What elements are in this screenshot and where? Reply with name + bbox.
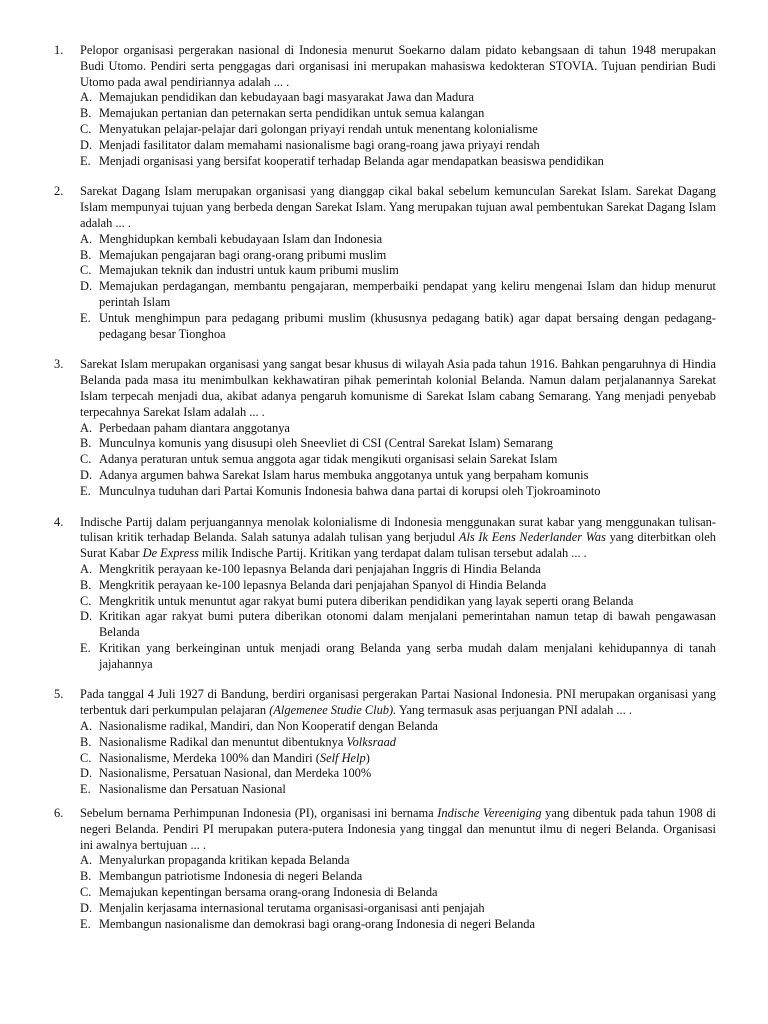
text-run: milik Indische Partij. Kritikan yang terdapat dalam tulisan tersebut adalah ... . [198, 546, 587, 561]
answer-options [80, 421, 716, 500]
text-run: yang dibentuk pada tahun 1908 di negeri Belanda. Pendiri PI merupakan putera-putera Indonesia yang tinggal dan menuntut ilmu di negeri Belanda. Organisasi ini awalnya bertujuan ... . [80, 806, 716, 852]
answer-option [80, 641, 716, 673]
text-run: Membangun patriotisme Indonesia di negeri Belanda [99, 869, 363, 884]
option-letter: C. [80, 263, 92, 278]
text-run: Memajukan pengajaran bagi orang-orang pribumi muslim [99, 247, 387, 262]
text-run: Memajukan teknik dan industri untuk kaum pribumi muslim [99, 263, 399, 278]
text-run: Menjadi organisasi yang bersifat kooperatif terhadap Belanda agar mendapatkan beasiswa pendidikan [99, 153, 604, 168]
option-letter: E. [80, 310, 91, 325]
option-letter: B. [80, 577, 92, 592]
answer-option [80, 421, 716, 437]
text-run: Munculnya tuduhan dari Partai Komunis Indonesia bahwa dana partai di korupsi oleh Tjokroaminoto [99, 483, 601, 498]
answer-options [80, 232, 716, 343]
question-3 [54, 357, 716, 499]
option-letter: D. [80, 609, 93, 624]
question-number: 1. [54, 43, 64, 57]
text-run: Pada tanggal 4 Juli 1927 di Bandung, berdiri organisasi pergerakan Partai Nasional Indonesia. PNI merupakan organisasi yang terbentuk dari perkumpulan pelajaran [80, 687, 716, 718]
text-run: Menghidupkan kembali kebudayaan Islam dan Indonesia [99, 231, 383, 246]
option-letter: D. [80, 137, 93, 152]
question-text [80, 687, 716, 719]
answer-option [80, 901, 716, 917]
answer-option [80, 766, 716, 782]
option-letter: C. [80, 452, 92, 467]
text-run: Sebelum bernama Perhimpunan Indonesia (PI), organisasi ini bernama [80, 806, 438, 821]
text-run: Mengkritik untuk menuntut agar rakyat bumi putera diberikan pendidikan yang layak seperti orang Belanda [99, 593, 634, 608]
italic-term: De Express [142, 546, 199, 561]
answer-option [80, 484, 716, 500]
option-letter: A. [80, 420, 93, 435]
question-text [80, 184, 716, 231]
answer-option [80, 782, 716, 798]
option-letter: C. [80, 750, 92, 765]
option-letter: B. [80, 734, 92, 749]
option-letter: E. [80, 640, 91, 655]
text-run: yang diterbitkan oleh Surat Kabar [80, 530, 716, 561]
text-run: Untuk menghimpun para pedagang pribumi muslim (khususnya pedagang batik) agar dapat bersaing dengan pedagang-pedagang besar Tionghoa [99, 310, 716, 341]
option-letter: E. [80, 153, 91, 168]
text-run: Memajukan perdagangan, membantu pengajaran, memperbaiki pendapat yang keliru mengenai Islam dan hidup menurut perintah Islam [99, 279, 716, 309]
answer-option [80, 452, 716, 468]
question-1 [54, 43, 716, 169]
text-run: Indische Partij dalam perjuangannya menolak kolonialisme di Indonesia menggunakan surat kabar yang menggunakan tulisan-tulisan kritik terhadap Belanda. Salah satunya adalah tulisan yang berjudul [80, 514, 716, 545]
question-number: 2. [54, 184, 64, 199]
answer-option [80, 436, 716, 452]
text-run: Sarekat Islam merupakan organisasi yang sangat besar khusus di wilayah Asia pada tahun 1916. Bahkan pengaruhnya di Hindia Belanda pada masa itu menimbulkan kekhawatiran pihak pemerintah kolonial Belanda. Namun dalam perjalanannya Sarekat Islam terpecah menjadi dua, akibat adanya pengaruh komunisme di Sarekat Islam cabang Semarang. Yang menjadi penyebab terpecahnya Sarekat Islam adalah ... . [80, 357, 716, 419]
option-letter: A. [80, 90, 93, 105]
option-letter: D. [80, 467, 93, 482]
italic-term: Als Ik Eens Nederlander Was [458, 530, 606, 545]
text-run: Menjalin kerjasama internasional terutama organisasi-organisasi anti penjajah [99, 900, 485, 915]
option-letter: C. [80, 121, 92, 136]
italic-term: Volksraad [346, 734, 396, 749]
option-letter: A. [80, 719, 93, 734]
option-letter: A. [80, 231, 93, 246]
option-letter: D. [80, 279, 93, 294]
text-run: Munculnya komunis yang disusupi oleh Sneevliet di CSI (Central Sarekat Islam) Semarang [99, 436, 553, 451]
option-letter: B. [80, 247, 92, 262]
text-run: Nasionalisme radikal, Mandiri, dan Non Kooperatif dengan Belanda [99, 719, 438, 734]
option-letter: C. [80, 885, 92, 900]
text-run: Mengkritik perayaan ke-100 lepasnya Belanda dari penjajahan Spanyol di Hindia Belanda [99, 577, 547, 592]
answer-option [80, 751, 716, 767]
text-run: Nasionalisme, Persatuan Nasional, dan Merdeka 100% [99, 766, 372, 781]
question-2 [54, 184, 716, 342]
answer-option [80, 885, 716, 901]
answer-option [80, 853, 716, 869]
text-run: Nasionalisme Radikal dan menuntut dibentuknya [99, 734, 347, 749]
answer-option [80, 869, 716, 885]
text-run: Sarekat Dagang Islam merupakan organisasi yang dianggap cikal bakal sebelum kemunculan Sarekat Islam. Sarekat Dagang Islam mempunyai tujuan yang berbeda dengan Sarekat Islam. Yang merupakan tujuan awal pembentukan Sarekat Dagang Islam adalah ... . [80, 184, 716, 230]
italic-term: (Algemenee Studie Club). [269, 703, 397, 718]
answer-option [80, 311, 716, 343]
answer-option [80, 917, 716, 933]
option-letter: B. [80, 869, 92, 884]
text-run: Memajukan pendidikan dan kebudayaan bagi masyarakat Jawa dan Madura [99, 90, 475, 105]
answer-option [80, 735, 716, 751]
text-run: Memajukan kepentingan bersama orang-orang Indonesia di Belanda [99, 885, 438, 900]
question-5 [54, 687, 716, 798]
question-number: 6. [54, 806, 64, 821]
answer-option [80, 232, 716, 248]
answer-option [80, 279, 716, 311]
answer-option [80, 248, 716, 264]
question-number: 5. [54, 687, 64, 702]
answer-option [80, 106, 716, 122]
text-run: Nasionalisme dan Persatuan Nasional [99, 782, 286, 797]
question-number: 4. [54, 514, 64, 529]
text-run: Kritikan agar rakyat bumi putera diberikan otonomi dalam menjalani pemerintahan namun tetap di bawah pengawasan Belanda [99, 609, 716, 640]
answer-option [80, 154, 716, 170]
answer-option [80, 594, 716, 610]
question-text [80, 357, 716, 420]
answer-option [80, 263, 716, 279]
option-letter: D. [80, 900, 93, 915]
answer-options [80, 719, 716, 798]
answer-option [80, 138, 716, 154]
text-run: Membangun nasionalisme dan demokrasi bagi orang-orang Indonesia di negeri Belanda [99, 916, 535, 931]
option-letter: D. [80, 766, 93, 781]
text-run: Menjadi fasilitator dalam memahami nasionalisme bagi orang-roang jawa priyayi rendah [99, 137, 540, 152]
option-letter: B. [80, 436, 92, 451]
text-run: Adanya argumen bahwa Sarekat Islam harus membuka anggotanya untuk yang berpaham komunis [99, 467, 589, 482]
option-letter: A. [80, 561, 93, 576]
answer-option [80, 719, 716, 735]
text-run: Perbedaan paham diantara anggotanya [99, 420, 290, 435]
answer-options [80, 562, 716, 673]
question-text [80, 806, 716, 853]
text-run: ) [365, 750, 370, 765]
option-letter: A. [80, 853, 93, 868]
option-letter: E. [80, 782, 91, 797]
text-run: Nasionalisme, Merdeka 100% dan Mandiri ( [99, 750, 320, 765]
answer-option [80, 122, 716, 138]
question-text [80, 43, 716, 90]
italic-term: Self Help [319, 750, 366, 765]
italic-term: Indische Vereeniging [437, 806, 542, 821]
option-letter: E. [80, 916, 91, 931]
option-letter: E. [80, 483, 91, 498]
answer-option [80, 609, 716, 641]
text-run: Adanya peraturan untuk semua anggota agar tidak mengikuti organisasi selain Sarekat Islam [99, 452, 558, 467]
text-run: Kritikan yang berkeinginan untuk menjadi orang Belanda yang serba mudah dalam menjalani kehidupannya di tanah jajahannya [99, 640, 716, 671]
question-6 [54, 806, 716, 932]
option-letter: B. [80, 106, 92, 121]
text-run: Menyalurkan propaganda kritikan kepada Belanda [99, 853, 350, 868]
text-run: Menyatukan pelajar-pelajar dari golongan priyayi rendah untuk menentang kolonialisme [99, 121, 538, 136]
answer-options [80, 853, 716, 932]
answer-options [80, 90, 716, 169]
text-run: Pelopor organisasi pergerakan nasional di Indonesia menurut Soekarno dalam pidato kebangsaan di tahun 1948 merupakan Budi Utomo. Pendiri serta penggagas dari organisasi ini merupakan mahasiswa kedokteran STOVIA. Tujuan pendirian Budi Utomo pada awal pendiriannya adalah ... . [80, 43, 716, 89]
answer-option [80, 562, 716, 578]
answer-option [80, 468, 716, 484]
question-number: 3. [54, 357, 64, 372]
question-4 [54, 515, 716, 673]
answer-option [80, 90, 716, 106]
question-text [80, 515, 716, 562]
option-letter: C. [80, 593, 92, 608]
text-run: Mengkritik perayaan ke-100 lepasnya Belanda dari penjajahan Inggris di Hindia Belanda [99, 561, 541, 576]
text-run: Memajukan pertanian dan peternakan serta pendidikan untuk semua kalangan [99, 106, 485, 121]
answer-option [80, 578, 716, 594]
text-run: Yang termasuk asas perjuangan PNI adalah ... . [396, 703, 632, 718]
